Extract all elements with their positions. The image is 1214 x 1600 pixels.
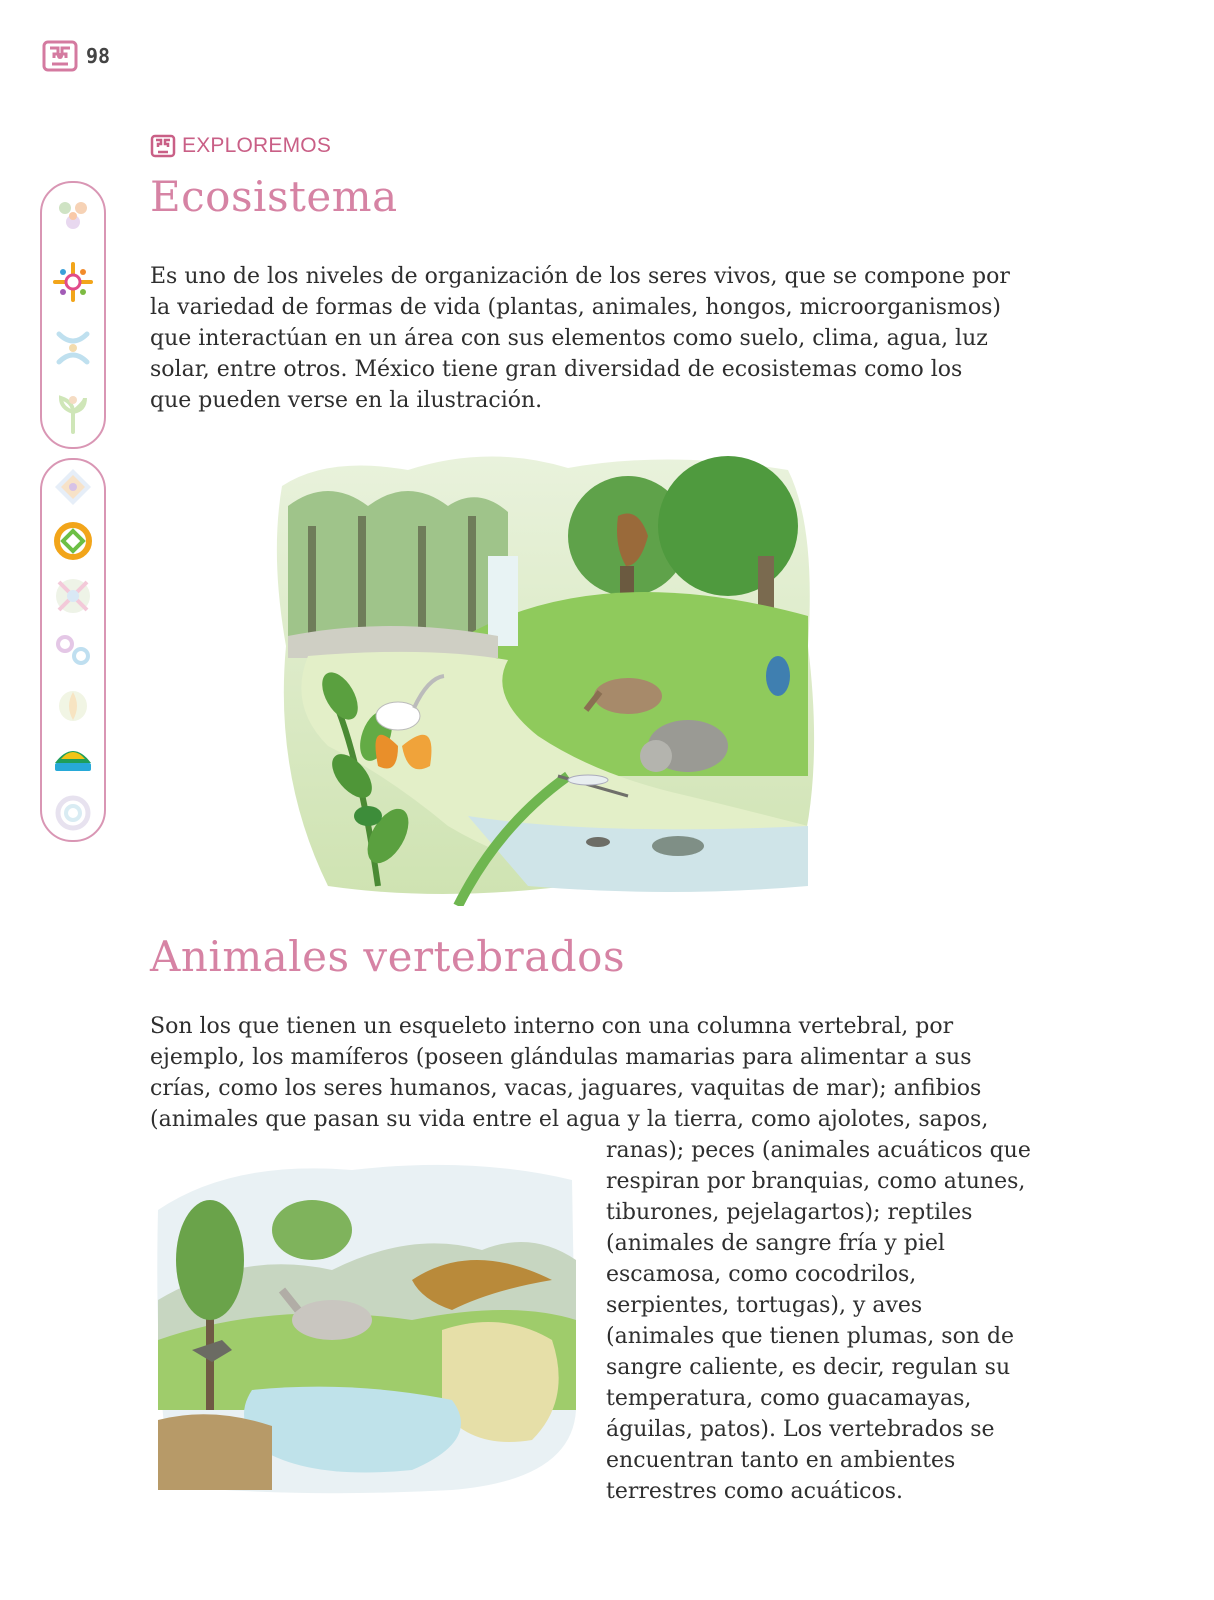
section-title: Animales vertebrados (150, 932, 625, 981)
vertebrados-paragraph-top: Son los que tienen un esqueleto interno con una columna vertebral, por ejemplo, los mamíferos (poseen glándulas mamarias para alimentar a sus crías, como los seres humanos, vacas, jaguares, vaquitas de mar); anfibios (animales que pasan su vida entre el agua y la tierra, como ajolotes, sapos, (150, 1014, 989, 1132)
eje-icon-5 (51, 682, 95, 726)
section-label: EXPLOREMOS (182, 134, 332, 157)
eje-icon-3 (51, 574, 95, 618)
glyph-icon (150, 134, 176, 158)
vertebrados-paragraph-side: ranas); peces (animales acuáticos que respiran por branquias, como atunes, tiburones, pejelagartos); reptiles (animales de sangre fría y piel escamosa, como cocodrilos, serpientes, tortugas), y aves (animales que tienen plumas, son de sangre caliente, es decir, regulan su temperatura, como guacamayas, águilas, patos). Los vertebrados se encuentran tanto en ambientes terrestres como acuáticos. (606, 1138, 1031, 1504)
ecosistema-paragraph: Es uno de los niveles de organización de los seres vivos, que se compone por la variedad de formas de vida (plantas, animales, hongos, microorganismos) que interactúan en un área con sus elementos como suelo, clima, agua, luz solar, entre otros. México tiene gran diversidad de ecosistemas como los que pueden verse en la ilustración. (150, 264, 1010, 413)
campo-formativo-icon-4 (51, 392, 95, 436)
campo-formativo-icon-3 (51, 326, 95, 370)
eje-icon-2 (51, 519, 95, 563)
side-rail-group-1 (40, 181, 106, 449)
ecosystem-illustration (268, 446, 828, 906)
campo-formativo-icon-1 (51, 194, 95, 238)
side-rail-group-2 (40, 458, 106, 842)
page-title: Ecosistema (150, 172, 398, 221)
eje-icon-7 (51, 791, 95, 835)
page-header (42, 40, 110, 72)
eje-icon-1 (51, 465, 95, 509)
eje-icon-4 (51, 628, 95, 672)
campo-formativo-icon-2 (51, 260, 95, 304)
glyph-icon (42, 40, 78, 72)
page-number: 98 (86, 44, 111, 68)
vertebrates-illustration (152, 1150, 580, 1496)
eje-icon-6 (51, 737, 95, 781)
section-tag (150, 134, 331, 158)
